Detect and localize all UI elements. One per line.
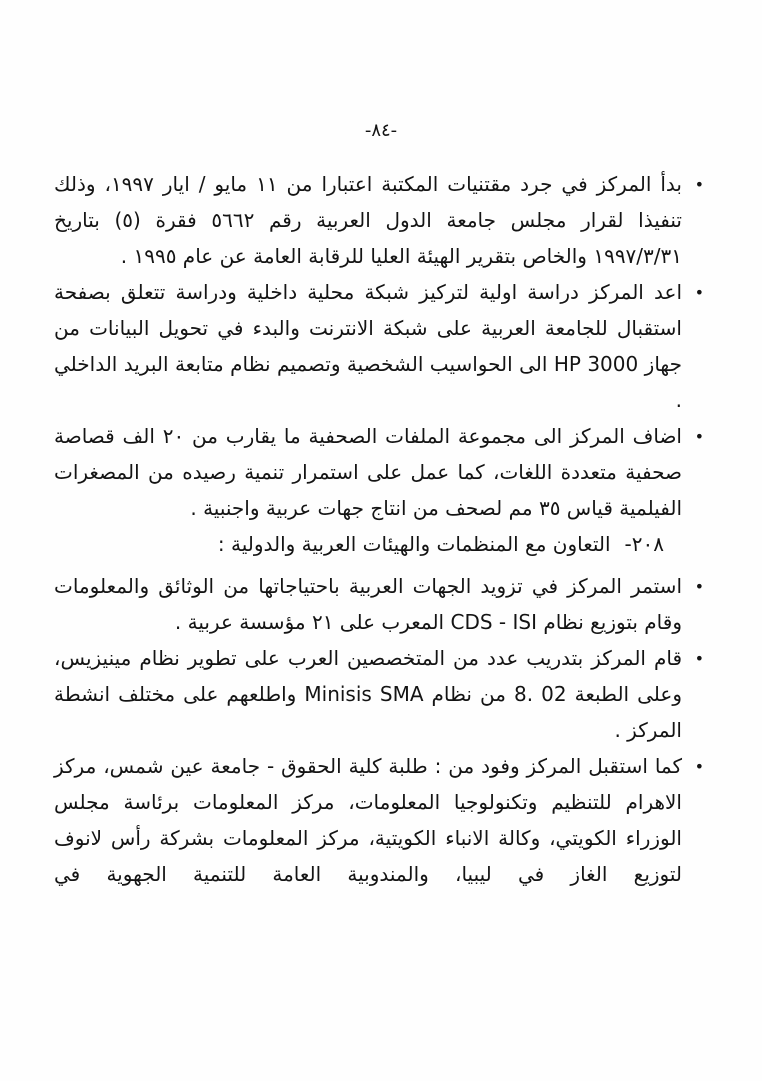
paragraph-text: اضاف المركز الى مجموعة الملفات الصحفية ما يقارب من ٢٠ الف قصاصة صحفية متعددة اللغات، كما عمل على استمرار تنمية رصيده من المصغرات الفيلمية قياس ٣٥ مم لصحف من انتاج جهات عربية واجنبية . xyxy=(54,424,682,520)
bullet-icon: • xyxy=(694,427,704,446)
bullet-paragraph xyxy=(54,274,706,418)
bullet-paragraph xyxy=(54,640,706,748)
bullet-icon: • xyxy=(694,283,704,302)
paragraph-text: كما استقبل المركز وفود من : طلبة كلية الحقوق - جامعة عين شمس، مركز الاهرام للتنظيم وتكنولوجيا المعلومات، مركز المعلومات برئاسة مجلس الوزراء الكويتي، وكالة الانباء الكويتية، مركز المعلومات بشركة رأس لانوف لتوزيع الغاز في ليبيا، والمندوبية العامة للتنمية الجهوية في xyxy=(54,754,682,886)
paragraph-text: استمر المركز في تزويد الجهات العربية باحتياجاتها من الوثائق والمعلومات وقام بتوزيع نظام ‪CDS - ISI‬ المعرب على ٢١ مؤسسة عربية . xyxy=(54,574,682,634)
bullet-icon: • xyxy=(694,577,704,596)
bullet-paragraph xyxy=(54,568,706,640)
bullet-paragraph xyxy=(54,418,706,526)
section-title: التعاون مع المنظمات والهيئات العربية والدولية : xyxy=(217,532,611,556)
page-number: -٨٤- xyxy=(364,120,398,141)
bullet-paragraph xyxy=(54,748,706,892)
paragraph-text: قام المركز بتدريب عدد من المتخصصين العرب على تطوير نظام مينيزيس، وعلى الطبعة ‪8. 02‬ من نظام ‪Minisis SMA‬ واطلعهم على مختلف انشطة المركز . xyxy=(54,646,683,742)
paragraph-text: اعد المركز دراسة اولية لتركيز شبكة محلية داخلية ودراسة تتعلق بصفحة استقبال للجامعة العربية على شبكة الانترنت والبدء في تحويل البيانات من جهاز ‪HP 3000‬ الى الحواسيب الشخصية وتصميم نظام متابعة البريد الداخلي . xyxy=(54,280,682,412)
bullet-icon: • xyxy=(694,175,704,194)
bullet-icon: • xyxy=(694,649,704,668)
bullet-paragraph xyxy=(54,166,706,274)
section-number: ٢٠٨- xyxy=(624,532,664,556)
paragraph-text: بدأ المركز في جرد مقتنيات المكتبة اعتبارا من ١١ مايو / ايار ١٩٩٧، وذلك تنفيذا لقرار مجلس جامعة الدول العربية رقم ٥٦٦٢ فقرة (٥) بتاريخ ١٩٩٧/٣/٣١ والخاص بتقرير الهيئة العليا للرقابة العامة عن عام ١٩٩٥ . xyxy=(54,172,682,268)
bullet-icon: • xyxy=(694,757,704,776)
section-heading xyxy=(54,526,664,562)
document-body xyxy=(54,166,706,892)
